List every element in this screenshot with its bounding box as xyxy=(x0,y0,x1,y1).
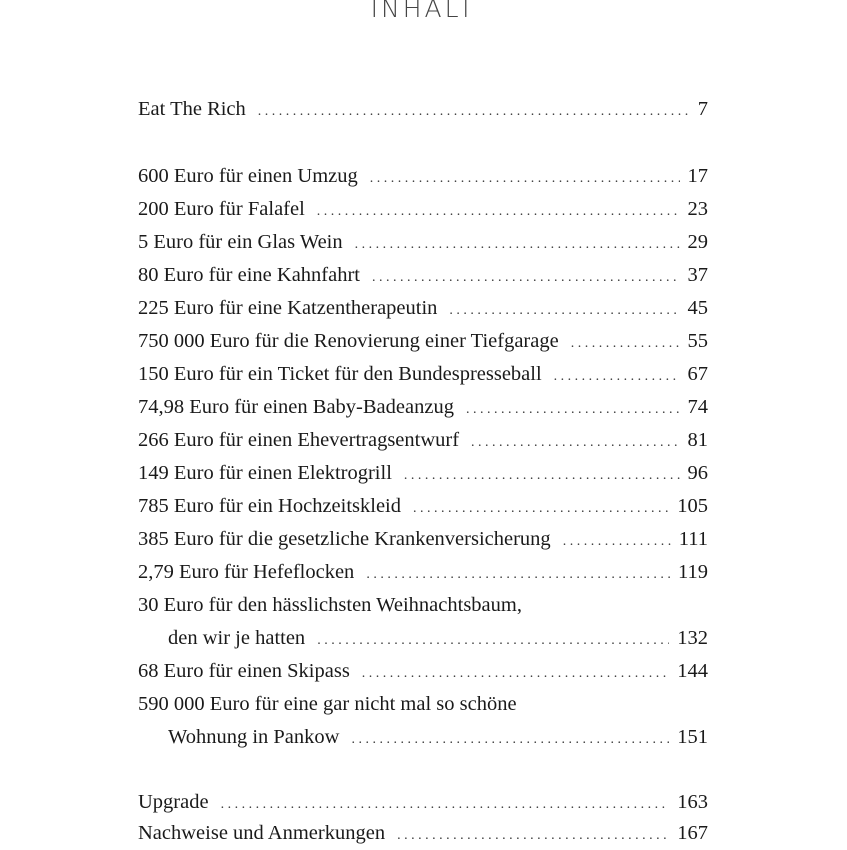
toc-entry-page: 74 xyxy=(687,396,708,418)
toc-entry-title: 68 Euro für einen Skipass xyxy=(138,660,350,682)
toc-entry-page: 111 xyxy=(678,528,708,550)
dot-leader xyxy=(351,732,669,748)
toc-entry-page: 29 xyxy=(687,231,708,253)
dot-leader xyxy=(449,303,679,319)
toc-entry-title: 750 000 Euro für die Renovierung einer Tiefgarage xyxy=(138,330,559,352)
dot-leader xyxy=(317,633,669,649)
dot-leader xyxy=(404,468,680,484)
dot-leader xyxy=(413,501,669,517)
toc-entry-title: Eat The Rich xyxy=(138,98,246,120)
dot-leader xyxy=(563,534,671,550)
toc-entry-first-line[interactable] xyxy=(138,594,708,622)
toc-entry-title: 200 Euro für Falafel xyxy=(138,198,305,220)
dot-leader xyxy=(370,171,680,187)
toc-entry-page: 37 xyxy=(687,264,708,286)
toc-entry[interactable] xyxy=(138,396,708,424)
toc-entry[interactable] xyxy=(138,264,708,292)
toc-entry-title: 385 Euro für die gesetzliche Krankenversicherung xyxy=(138,528,551,550)
toc-entry-page: 17 xyxy=(687,165,708,187)
dot-leader xyxy=(221,797,670,813)
toc-entry-title-continued: den wir je hatten xyxy=(168,627,306,649)
dot-leader xyxy=(571,336,680,352)
toc-entry-title: 80 Euro für eine Kahnfahrt xyxy=(138,264,360,286)
toc-entry-page: 45 xyxy=(687,297,708,319)
dot-leader xyxy=(471,435,679,451)
toc-entry[interactable] xyxy=(138,791,708,819)
toc-entry-second-line[interactable] xyxy=(168,627,708,655)
toc-entry[interactable] xyxy=(138,231,708,259)
toc-entry-title-continued: Wohnung in Pankow xyxy=(168,726,340,748)
page-title: INHALT xyxy=(370,0,477,23)
toc-entry-title: 600 Euro für einen Umzug xyxy=(138,165,358,187)
toc-entry[interactable] xyxy=(138,660,708,688)
toc-entry-title: 74,98 Euro für einen Baby-Badeanzug xyxy=(138,396,454,418)
toc-entry-page: 81 xyxy=(687,429,708,451)
toc-entry-title: 150 Euro für ein Ticket für den Bundespresseball xyxy=(138,363,542,385)
toc-entry-title: 590 000 Euro für eine gar nicht mal so schöne xyxy=(138,693,517,715)
toc-entry-title: 785 Euro für ein Hochzeitskleid xyxy=(138,495,402,517)
toc-entry[interactable] xyxy=(138,495,708,523)
dot-leader xyxy=(466,402,680,418)
toc-entry-second-line[interactable] xyxy=(168,726,708,754)
toc-entry-title: Nachweise und Anmerkungen xyxy=(138,822,386,844)
toc-entry-page: 132 xyxy=(677,627,708,649)
toc-entry-title: Upgrade xyxy=(138,791,209,813)
toc-entry-page: 151 xyxy=(677,726,708,748)
dot-leader xyxy=(366,567,670,583)
toc-entry-page: 119 xyxy=(678,561,708,583)
toc-entry[interactable] xyxy=(138,330,708,358)
toc-entry[interactable] xyxy=(138,297,708,325)
toc-entry-title: 5 Euro für ein Glas Wein xyxy=(138,231,343,253)
toc-entry[interactable] xyxy=(138,561,708,589)
toc-entry[interactable] xyxy=(138,429,708,457)
toc-entry-page: 105 xyxy=(677,495,708,517)
dot-leader xyxy=(554,369,680,385)
toc-entry-title: 30 Euro für den hässlichsten Weihnachtsbaum, xyxy=(138,594,522,616)
toc-entry-page: 167 xyxy=(677,822,708,844)
toc-entry-page: 163 xyxy=(677,791,708,813)
dot-leader xyxy=(258,104,690,120)
dot-leader xyxy=(355,237,680,253)
toc-entry-title: 149 Euro für einen Elektrogrill xyxy=(138,462,392,484)
toc-entry-page: 144 xyxy=(677,660,708,682)
toc-entry-page: 7 xyxy=(697,98,708,120)
toc-entry-page: 55 xyxy=(687,330,708,352)
toc-entry[interactable] xyxy=(138,462,708,490)
toc-entry-title: 2,79 Euro für Hefeflocken xyxy=(138,561,355,583)
dot-leader xyxy=(372,270,680,286)
toc-entry[interactable] xyxy=(138,822,708,850)
toc-entry[interactable] xyxy=(138,198,708,226)
toc-entry-page: 67 xyxy=(687,363,708,385)
toc-entry-title: 266 Euro für einen Ehevertragsentwurf xyxy=(138,429,460,451)
toc-entry-title: 225 Euro für eine Katzentherapeutin xyxy=(138,297,438,319)
toc-entry-page: 23 xyxy=(687,198,708,220)
toc-entry[interactable] xyxy=(138,528,708,556)
dot-leader xyxy=(317,204,680,220)
toc-entry-first-line[interactable] xyxy=(138,693,708,721)
toc-entry[interactable] xyxy=(138,98,708,126)
dot-leader xyxy=(397,828,669,844)
toc-entry[interactable] xyxy=(138,363,708,391)
toc-entry-page: 96 xyxy=(687,462,708,484)
toc-entry[interactable] xyxy=(138,165,708,193)
dot-leader xyxy=(362,666,669,682)
